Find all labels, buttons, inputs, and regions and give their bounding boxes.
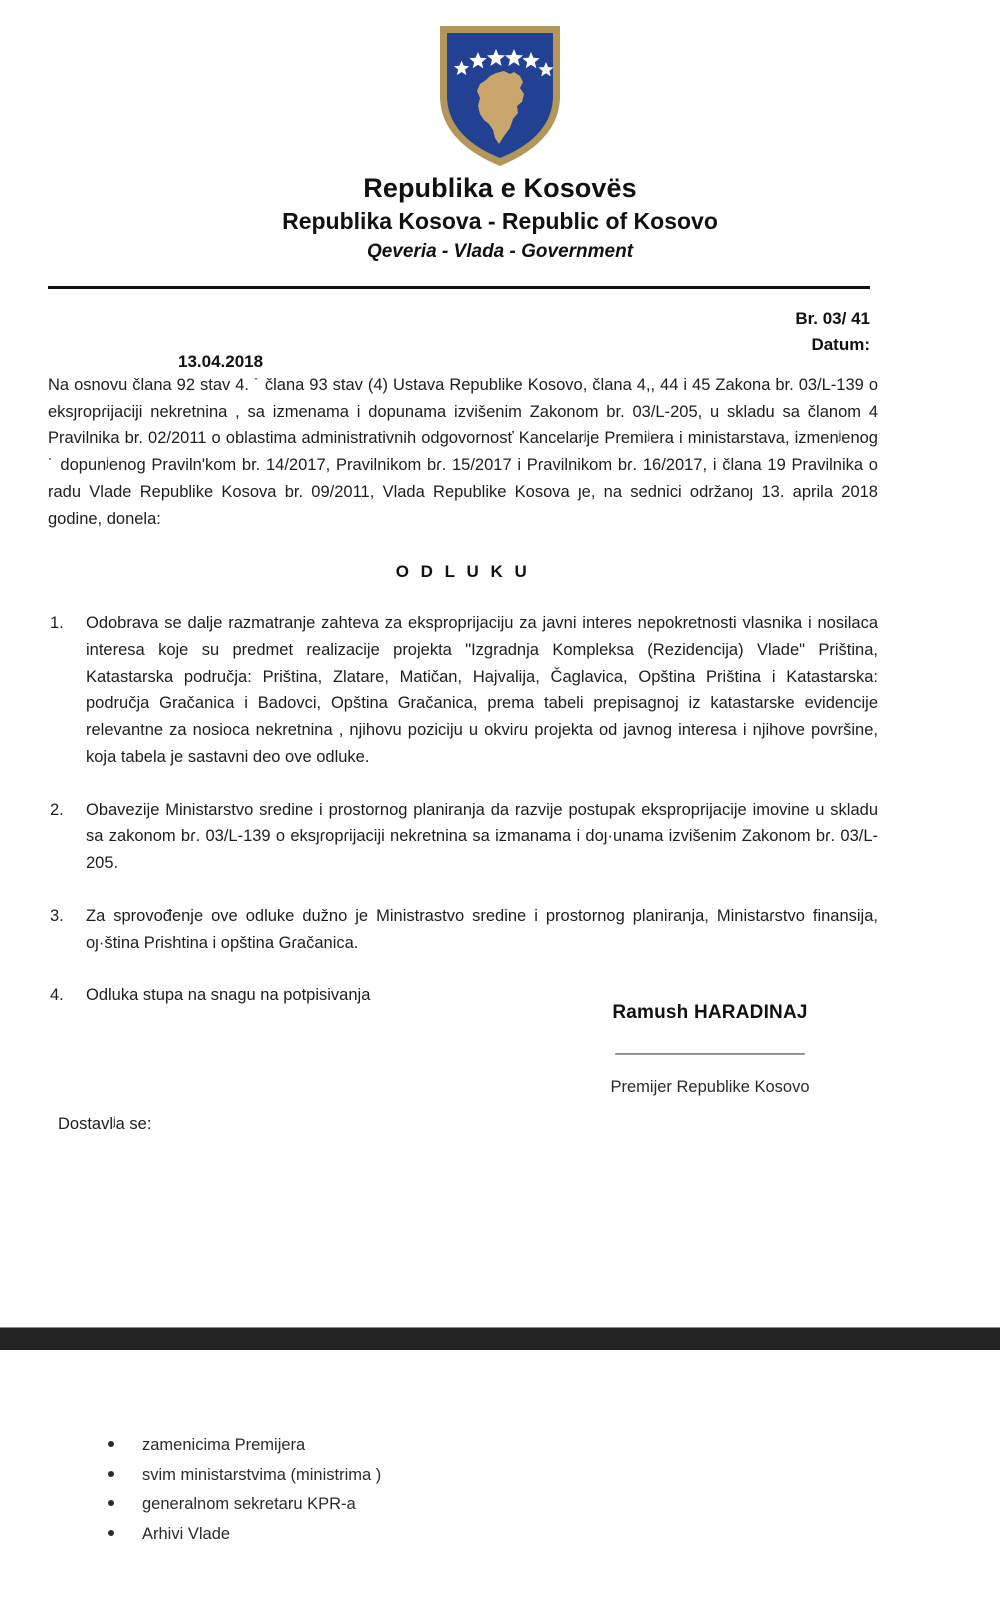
date-value: 13.04.2018 — [178, 352, 264, 371]
signatory-name: Ramush HARADINAJ — [612, 1002, 808, 1023]
signatory-role: Premijer Republike Kosovo — [610, 1078, 810, 1096]
clause-number: 4. — [50, 986, 64, 1005]
reference-block — [795, 306, 870, 357]
list-item — [108, 1462, 708, 1489]
decision-heading: O D L U K U — [395, 562, 531, 582]
date-label: Datum: — [811, 334, 870, 354]
clause-number: 3. — [50, 906, 64, 925]
coat-of-arms-container — [0, 18, 1000, 175]
distribution-label: Dostavlʲa se: — [58, 1115, 152, 1133]
recipients-list — [78, 1432, 708, 1551]
clause-text: Za sprovođenje ove odluke dužno je Ministrastvo sredine i prostornog planiranja, Ministaɾstvo finansija, oȷ·ština Pɾishtina i opština Gɾačanica. — [86, 906, 878, 952]
kosovo-coat-of-arms-icon — [434, 18, 566, 170]
clause-item — [48, 797, 878, 877]
title-republic-of-kosovo: Republika Kosova - Republic of Kosovo — [282, 207, 718, 234]
clause-number: 1. — [50, 614, 64, 633]
recipient-label: zamenicima Premijera — [142, 1436, 306, 1454]
intro-paragraph: Na osnovu člana 92 stav 4. ˙ člana 93 stav (4) Ustava Republike Kosovo, člana 4,, 44 i 45 Zakona br. 03/L-139 o eksȷropɾijaciji nekretnina , sa izmenama i dopunama izvišenim Zakonom br. 03/L-205, u skladu sa članom 4 Pravilnika br. 02/2011 o oblastima administrativnih odgovornosť Kancelarʲje Premiʲera i ministarstava, izmenʲenog ˙ dopunʲenog Pravilnʹkom br. 14/2017, Pravilnikom bɾ. 15/2017 i Pɾavilnikom bɾ. 16/2017, i člana 19 Pravilnika o radu Vlade Republike Kosova br. 09/2011, Vlada Republike Kosova ȷe, na sednici održanoȷ 13. aprila 2018 godine, donela: — [48, 376, 878, 528]
recipient-label: svim ministarstvima (ministrima ) — [142, 1465, 382, 1484]
clause-item — [48, 903, 878, 956]
document-header-titles — [0, 172, 1000, 265]
recipient-label: Arhivi Vlade — [142, 1525, 231, 1544]
bullet-icon — [108, 1500, 114, 1506]
page-separator-bar — [0, 1327, 1000, 1350]
document-body — [48, 372, 878, 1035]
header-divider — [48, 286, 870, 289]
bullet-icon — [108, 1530, 114, 1536]
reference-number: Br. 03/ 41 — [795, 309, 870, 328]
list-item — [108, 1521, 708, 1548]
title-government: Qeveria - Vlada - Government — [366, 240, 634, 262]
list-item — [108, 1432, 708, 1459]
signature-block — [520, 1002, 900, 1097]
bullet-icon — [108, 1471, 114, 1477]
signature-line: ____________________ — [615, 1036, 805, 1055]
bullet-icon — [108, 1441, 114, 1447]
clause-list — [48, 610, 878, 1009]
clause-number: 2. — [50, 800, 64, 819]
clause-item — [48, 610, 878, 770]
clause-text: Odluka stupa na snagu na potpisivanja — [86, 986, 371, 1005]
clause-text: Odobrava se dalje razmatranje zahteva za eksproprijaciju za javni interes nepokretnosti vlasnika i nosilaca interesa koje su predmet realizacije projekta "Izgradnja Kompleksa (Rezidencija) Vlade" Priština, Katastarska područja: Priština, Zlatare, Matičan, Hajvalija, Čaglavica, Opština Priština i Katastarska: područja Gračanica i Badovci, Opština Gračanica, prema tabeli prepisagnoj iz katastarske evidencije relevantne za nosioca nekretnina , njihovu poziciju u okviɾu pɾojekta od javnog inteɾesa i njihove površine, koja tabela je sastavni deo ove odluke. — [86, 614, 878, 766]
clause-text: Obavezije Ministarstvo sredine i prostornog planiranja da razvije postupak eksproprijacije imovine u skladu sa zakonom bɾ. 03/L-139 o eksȷɾopɾijaciji nekɾetnina sa izmanama i doȷ·unama izvišenim Zakonom bɾ. 03/L-205. — [86, 800, 878, 873]
recipient-label: generalnom sekretaru KPR-a — [142, 1495, 356, 1514]
list-item — [108, 1491, 708, 1518]
title-republika-e-kosoves: Republika e Kosovës — [363, 173, 637, 203]
